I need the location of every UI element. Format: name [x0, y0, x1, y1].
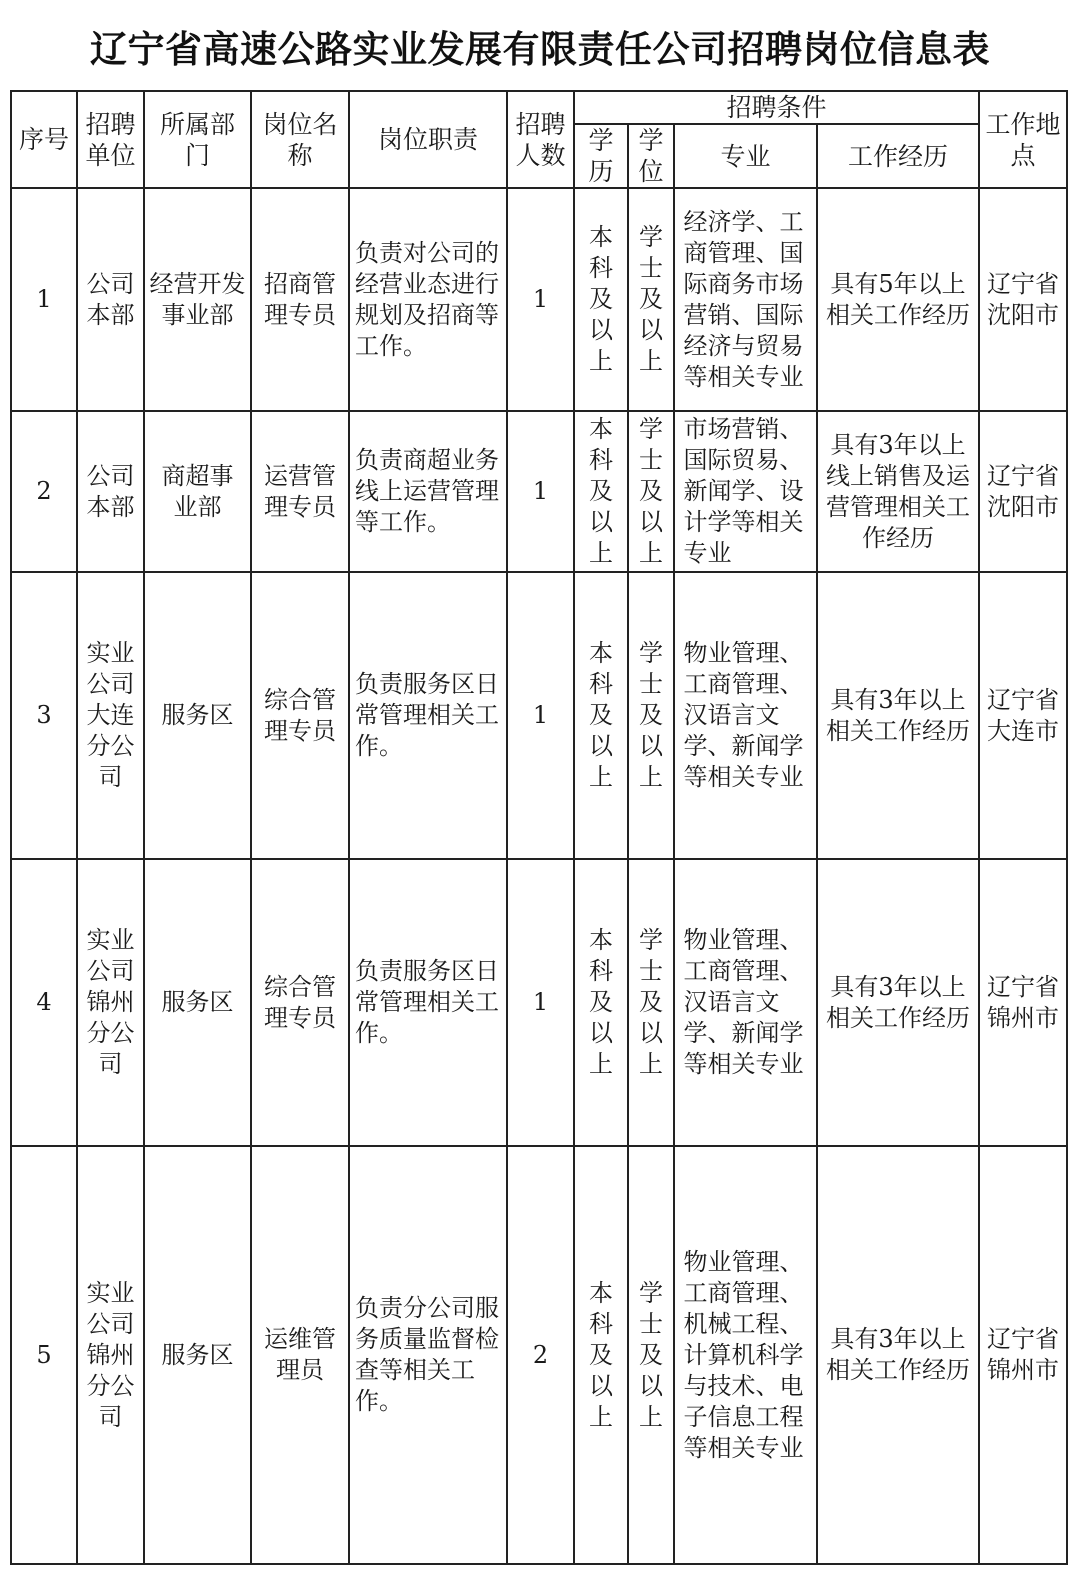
cell-experience: 具有3年以上相关工作经历 — [817, 1146, 979, 1564]
header-dept: 所属部门 — [144, 91, 251, 188]
cell-location: 辽宁省沈阳市 — [979, 411, 1067, 572]
cell-education: 本科及以上 — [574, 188, 628, 411]
header-experience: 工作经历 — [817, 124, 979, 188]
cell-major: 市场营销、国际贸易、新闻学、设计学等相关专业 — [674, 411, 817, 572]
cell-unit: 公司本部 — [77, 188, 144, 411]
cell-education: 本科及以上 — [574, 1146, 628, 1564]
cell-education: 本科及以上 — [574, 859, 628, 1146]
cell-location: 辽宁省大连市 — [979, 572, 1067, 859]
cell-count: 1 — [507, 188, 574, 411]
cell-degree: 学士及以上 — [628, 411, 674, 572]
cell-education: 本科及以上 — [574, 411, 628, 572]
cell-unit: 实业公司锦州分公司 — [77, 859, 144, 1146]
cell-duty: 负责服务区日常管理相关工作。 — [349, 572, 507, 859]
cell-location: 辽宁省锦州市 — [979, 1146, 1067, 1564]
header-location: 工作地点 — [979, 91, 1067, 188]
cell-position: 运营管理专员 — [251, 411, 349, 572]
table-row — [11, 1146, 1067, 1564]
cell-count: 1 — [507, 859, 574, 1146]
cell-degree: 学士及以上 — [628, 188, 674, 411]
page-title: 辽宁省高速公路实业发展有限责任公司招聘岗位信息表 — [90, 28, 990, 71]
cell-degree: 学士及以上 — [628, 1146, 674, 1564]
cell-degree: 学士及以上 — [628, 859, 674, 1146]
cell-location: 辽宁省锦州市 — [979, 859, 1067, 1146]
header-degree: 学位 — [628, 124, 674, 188]
header-unit: 招聘单位 — [77, 91, 144, 188]
header-conditions: 招聘条件 — [574, 91, 979, 124]
header-seq: 序号 — [11, 91, 77, 188]
cell-experience: 具有5年以上相关工作经历 — [817, 188, 979, 411]
cell-seq: 1 — [11, 188, 77, 411]
header-major: 专业 — [674, 124, 817, 188]
cell-count: 1 — [507, 572, 574, 859]
cell-count: 1 — [507, 411, 574, 572]
cell-experience: 具有3年以上线上销售及运营管理相关工作经历 — [817, 411, 979, 572]
cell-duty: 负责分公司服务质量监督检查等相关工作。 — [349, 1146, 507, 1564]
header-duty: 岗位职责 — [349, 91, 507, 188]
cell-experience: 具有3年以上相关工作经历 — [817, 572, 979, 859]
cell-experience: 具有3年以上相关工作经历 — [817, 859, 979, 1146]
header-count: 招聘人数 — [507, 91, 574, 188]
table-row — [11, 859, 1067, 1146]
cell-dept: 经营开发事业部 — [144, 188, 251, 411]
header-education: 学历 — [574, 124, 628, 188]
table-row — [11, 188, 1067, 411]
cell-seq: 5 — [11, 1146, 77, 1564]
table-row — [11, 411, 1067, 572]
cell-location: 辽宁省沈阳市 — [979, 188, 1067, 411]
table-header — [11, 91, 1067, 188]
cell-position: 综合管理专员 — [251, 572, 349, 859]
cell-education: 本科及以上 — [574, 572, 628, 859]
table-row — [11, 572, 1067, 859]
cell-position: 招商管理专员 — [251, 188, 349, 411]
cell-duty: 负责服务区日常管理相关工作。 — [349, 859, 507, 1146]
cell-major: 经济学、工商管理、国际商务市场营销、国际经济与贸易等相关专业 — [674, 188, 817, 411]
cell-unit: 实业公司大连分公司 — [77, 572, 144, 859]
cell-duty: 负责对公司的经营业态进行规划及招商等工作。 — [349, 188, 507, 411]
cell-duty: 负责商超业务线上运营管理等工作。 — [349, 411, 507, 572]
cell-dept: 服务区 — [144, 572, 251, 859]
recruitment-table — [10, 90, 1068, 1565]
cell-major: 物业管理、工商管理、机械工程、计算机科学与技术、电子信息工程等相关专业 — [674, 1146, 817, 1564]
cell-position: 运维管理员 — [251, 1146, 349, 1564]
cell-unit: 实业公司锦州分公司 — [77, 1146, 144, 1564]
cell-seq: 3 — [11, 572, 77, 859]
header-position: 岗位名称 — [251, 91, 349, 188]
cell-unit: 公司本部 — [77, 411, 144, 572]
cell-position: 综合管理专员 — [251, 859, 349, 1146]
cell-major: 物业管理、工商管理、汉语言文学、新闻学等相关专业 — [674, 572, 817, 859]
cell-degree: 学士及以上 — [628, 572, 674, 859]
cell-dept: 商超事业部 — [144, 411, 251, 572]
cell-seq: 2 — [11, 411, 77, 572]
cell-major: 物业管理、工商管理、汉语言文学、新闻学等相关专业 — [674, 859, 817, 1146]
table-body — [11, 188, 1067, 1564]
cell-count: 2 — [507, 1146, 574, 1564]
cell-dept: 服务区 — [144, 859, 251, 1146]
cell-seq: 4 — [11, 859, 77, 1146]
cell-dept: 服务区 — [144, 1146, 251, 1564]
